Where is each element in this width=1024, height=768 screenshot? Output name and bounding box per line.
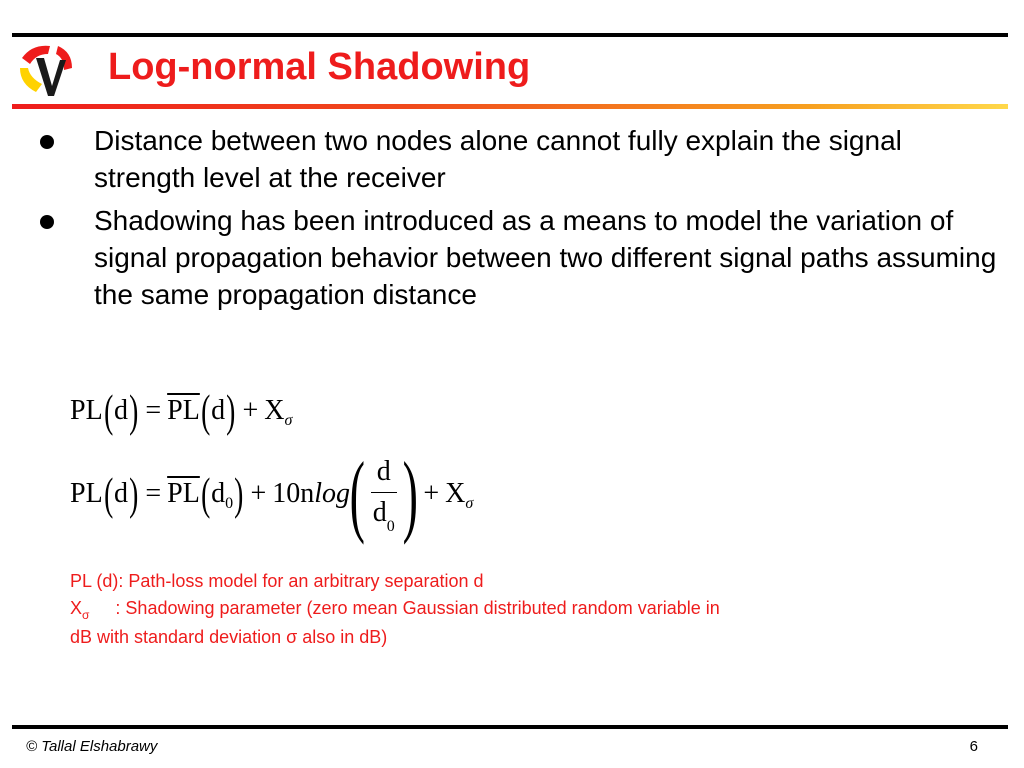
university-logo-icon	[14, 38, 78, 102]
equation-1	[70, 385, 293, 436]
eq-paren: (	[200, 385, 211, 436]
eq-x: X	[445, 478, 466, 509]
note-line-1: PL (d): Path-loss model for an arbitrary separation d	[70, 571, 484, 591]
eq-pl: PL	[70, 478, 103, 509]
eq-equals: =	[145, 395, 162, 426]
eq-paren: )	[226, 385, 236, 436]
note-line-3: dB with standard deviation σ also in dB)	[70, 627, 388, 647]
title-underline	[12, 104, 1008, 109]
footer-copyright: © Tallal Elshabrawy	[26, 738, 158, 755]
eq-pl-mean: $\overline{PL}$	[167, 478, 200, 509]
eq-plus: +	[242, 395, 259, 426]
eq-big-paren: (	[349, 443, 366, 545]
eq-d0: d	[372, 496, 387, 528]
bullet-dot-icon	[40, 215, 54, 229]
eq-fraction	[371, 452, 397, 537]
eq-paren: (	[103, 468, 113, 519]
eq-d: d	[376, 455, 391, 487]
eq-pl: PL	[70, 395, 103, 426]
eq-paren: (	[103, 385, 113, 436]
note-x-sub: σ	[82, 608, 90, 622]
slide-title: Log-normal Shadowing	[108, 46, 531, 88]
eq-paren: )	[234, 468, 244, 519]
eq-log: log	[314, 478, 351, 509]
bottom-rule	[12, 725, 1008, 729]
eq-sigma: σ	[284, 412, 293, 429]
eq-d0-sub: 0	[225, 495, 234, 512]
bullet-text: Distance between two nodes alone cannot fully explain the signal strength level at the receiver	[94, 125, 902, 193]
top-rule	[12, 33, 1008, 37]
eq-plus: +	[250, 478, 267, 509]
eq-denominator	[373, 493, 395, 537]
eq-paren: )	[129, 468, 139, 519]
bullet-list	[38, 122, 998, 319]
eq-equals: =	[145, 478, 162, 509]
eq-x: X	[264, 395, 285, 426]
eq-numerator	[371, 452, 397, 493]
eq-d: d	[114, 395, 129, 426]
note-line-2	[70, 595, 950, 624]
eq-sigma: σ	[465, 495, 474, 512]
eq-d0-sub: 0	[386, 517, 395, 535]
eq-paren: )	[129, 385, 139, 436]
equation-2	[70, 443, 474, 545]
note-x: X	[70, 598, 83, 618]
eq-pl-mean: $\overline{PL}$	[167, 395, 200, 426]
note-line-2-text: : Shadowing parameter (zero mean Gaussian distributed random variable in	[115, 598, 720, 618]
eq-d0: d	[211, 478, 226, 509]
notes	[70, 568, 950, 651]
bullet-item	[38, 122, 998, 196]
eq-plus: +	[423, 478, 440, 509]
bullet-dot-icon	[40, 135, 54, 149]
eq-d: d	[114, 478, 129, 509]
eq-paren: (	[200, 468, 211, 519]
bullet-item	[38, 202, 998, 313]
bullet-text: Shadowing has been introduced as a means to model the variation of signal propagation behavior between two different signal paths assuming the same propagation distance	[94, 205, 997, 310]
eq-big-paren: )	[402, 443, 418, 545]
page-number: 6	[969, 738, 978, 755]
eq-10n: 10n	[272, 478, 315, 509]
eq-d: d	[211, 395, 226, 426]
